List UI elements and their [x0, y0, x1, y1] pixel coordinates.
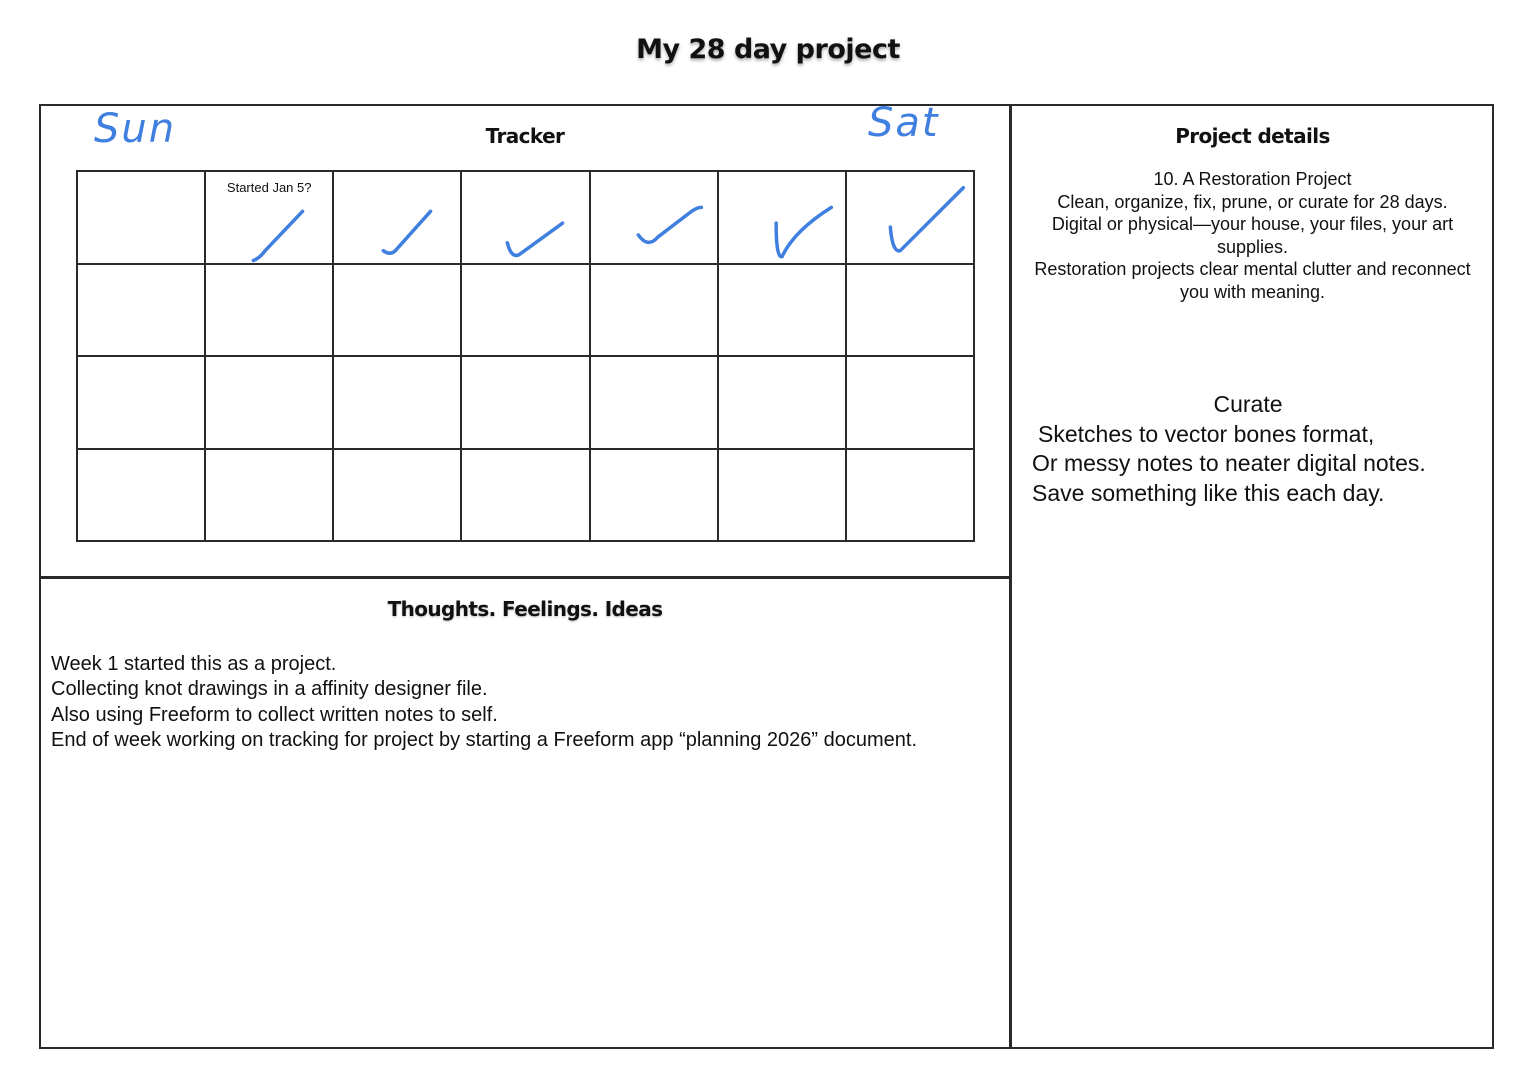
tracker-day-cell[interactable] [718, 449, 846, 542]
tracker-day-cell[interactable] [590, 171, 718, 264]
curate-line: Sketches to vector bones format, [1038, 420, 1375, 447]
checkmark-icon [462, 172, 588, 263]
tracker-day-cell[interactable] [205, 264, 333, 357]
project-name: 10. A Restoration Project [1153, 169, 1352, 189]
tracker-day-cell[interactable] [846, 264, 974, 357]
project-details-body [1011, 168, 1494, 303]
handwritten-sat-label: Sat [868, 100, 940, 146]
thoughts-body [51, 652, 1006, 753]
page-title: My 28 day project [636, 34, 900, 65]
tracker-day-cell[interactable] [590, 356, 718, 449]
tracker-day-cell[interactable] [846, 171, 974, 264]
checkmark-icon [847, 172, 973, 263]
tracker-day-cell[interactable] [461, 264, 589, 357]
tracker-day-cell[interactable] [718, 171, 846, 264]
thoughts-line: Collecting knot drawings in a affinity designer file. [51, 678, 488, 701]
tracker-week-row [77, 449, 974, 542]
curate-note [1032, 390, 1482, 509]
start-date-note: Started Jan 5? [226, 180, 312, 195]
project-description-line: Digital or physical—your house, your files, your art supplies. [1051, 214, 1454, 257]
tracker-day-cell[interactable] [590, 449, 718, 542]
checkmark-icon [334, 172, 460, 263]
tracker-day-cell[interactable] [333, 449, 461, 542]
project-details-title: Project details [1175, 124, 1330, 148]
tracker-day-cell[interactable] [205, 356, 333, 449]
tracker-week-row [77, 171, 974, 264]
tracker-grid [76, 170, 975, 542]
tracker-title: Tracker [485, 124, 565, 148]
tracker-week-row [77, 264, 974, 357]
tracker-day-cell[interactable] [333, 356, 461, 449]
thoughts-line: Also using Freeform to collect written notes to self. [51, 703, 498, 726]
checkmark-icon [719, 172, 845, 263]
tracker-day-cell[interactable] [205, 449, 333, 542]
handwritten-sun-label: Sun [94, 106, 177, 152]
tracker-day-cell[interactable] [77, 449, 205, 542]
thoughts-line: End of week working on tracking for project by starting a Freeform app “planning 2026” document. [51, 728, 918, 751]
tracker-day-cell[interactable] [205, 171, 333, 264]
tracker-day-cell[interactable] [846, 356, 974, 449]
tracker-day-cell[interactable] [77, 264, 205, 357]
tracker-day-cell[interactable] [461, 449, 589, 542]
tracker-day-cell[interactable] [718, 356, 846, 449]
checkmark-icon [591, 172, 717, 263]
tracker-day-cell[interactable] [461, 171, 589, 264]
tracker-week-row [77, 356, 974, 449]
tracker-day-cell[interactable] [333, 171, 461, 264]
checkmark-icon [206, 172, 332, 263]
curate-line: Or messy notes to neater digital notes. [1032, 450, 1426, 477]
tracker-day-cell[interactable] [77, 356, 205, 449]
tracker-day-cell[interactable] [590, 264, 718, 357]
tracker-day-cell[interactable] [718, 264, 846, 357]
tracker-day-cell[interactable] [461, 356, 589, 449]
tracker-day-cell[interactable] [77, 171, 205, 264]
curate-line: Save something like this each day. [1032, 480, 1385, 507]
tracker-day-cell[interactable] [846, 449, 974, 542]
project-description-line: Clean, organize, fix, prune, or curate for 28 days. [1057, 191, 1448, 212]
curate-heading: Curate [1213, 391, 1283, 417]
thoughts-title: Thoughts. Feelings. Ideas [387, 597, 663, 621]
tracker-day-cell[interactable] [333, 264, 461, 357]
thoughts-line: Week 1 started this as a project. [51, 653, 337, 675]
project-description-line: Restoration projects clear mental clutter and reconnect you with meaning. [1034, 259, 1471, 302]
row-divider [39, 576, 1011, 579]
